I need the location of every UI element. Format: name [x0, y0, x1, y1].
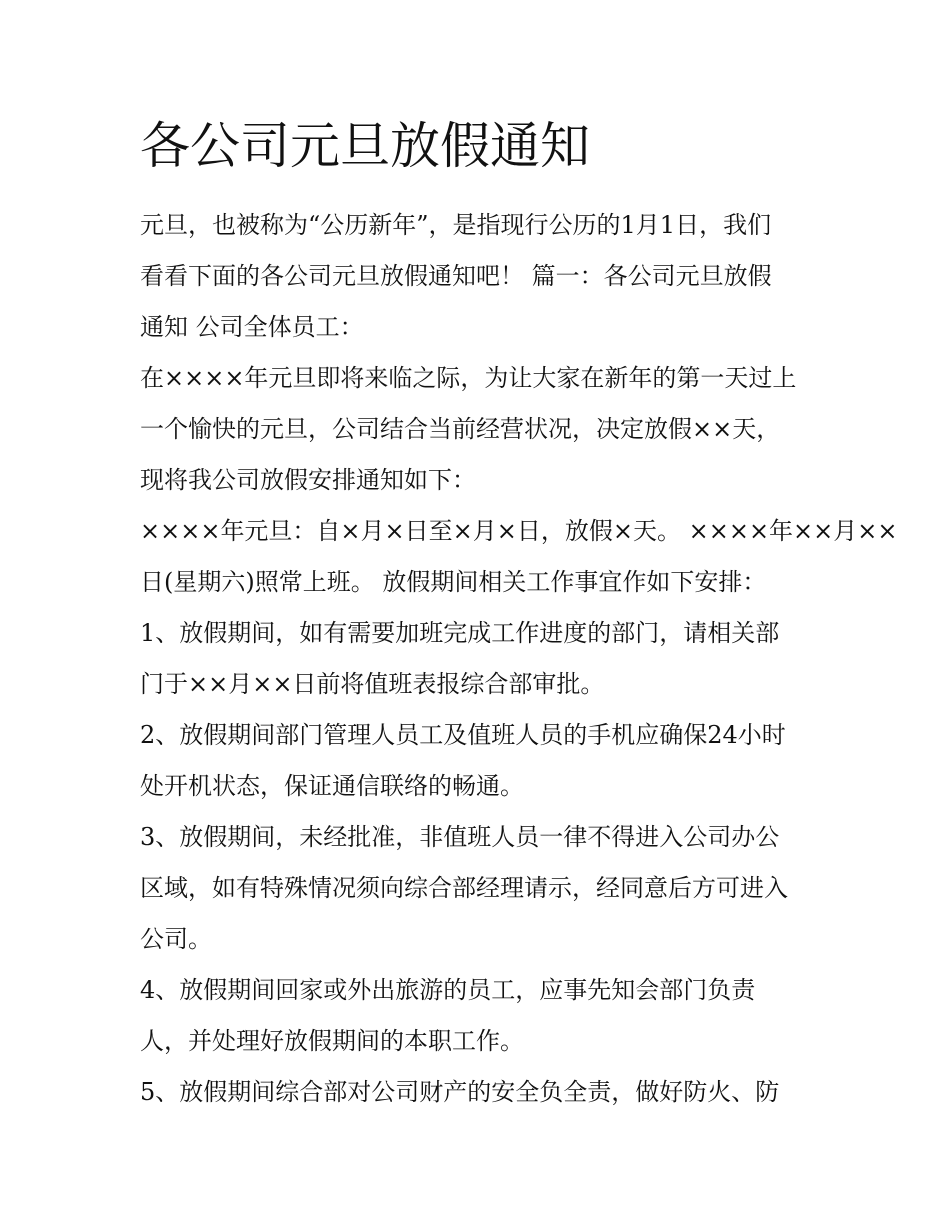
- document-body: [140, 200, 898, 1118]
- body-line-7: ××××年元旦：自×月×日至×月×日，放假×天。 ××××年××月××: [140, 517, 898, 545]
- body-line-9: 1、放假期间，如有需要加班完成工作进度的部门，请相关部: [140, 619, 780, 647]
- body-line-18: 5、放假期间综合部对公司财产的安全负全责，做好防火、防: [140, 1078, 780, 1106]
- body-line-3: 通知 公司全体员工：: [140, 313, 364, 341]
- body-line-10: 门于××月××日前将值班表报综合部审批。: [140, 670, 605, 698]
- body-line-12: 处开机状态，保证通信联络的畅通。: [140, 772, 524, 800]
- body-line-1: 元旦，也被称为“公历新年”，是指现行公历的1月1日，我们: [140, 211, 772, 239]
- body-line-11: 2、放假期间部门管理人员工及值班人员的手机应确保24小时: [140, 721, 786, 749]
- body-line-5: 一个愉快的元旦，公司结合当前经营状况，决定放假××天，: [140, 415, 781, 443]
- document-title: 各公司元旦放假通知: [140, 117, 590, 175]
- body-line-15: 公司。: [140, 925, 212, 953]
- body-line-6: 现将我公司放假安排通知如下：: [140, 466, 476, 494]
- body-line-17: 人，并处理好放假期间的本职工作。: [140, 1027, 524, 1055]
- body-line-4: 在××××年元旦即将来临之际，为让大家在新年的第一天过上: [140, 364, 797, 392]
- body-line-8: 日(星期六)照常上班。 放假期间相关工作事宜作如下安排：: [140, 568, 767, 596]
- body-line-14: 区域，如有特殊情况须向综合部经理请示，经同意后方可进入: [140, 874, 788, 902]
- body-line-13: 3、放假期间，未经批准，非值班人员一律不得进入公司办公: [140, 823, 780, 851]
- body-line-2: 看看下面的各公司元旦放假通知吧！ 篇一：各公司元旦放假: [140, 262, 772, 290]
- body-line-16: 4、放假期间回家或外出旅游的员工，应事先知会部门负责: [140, 976, 756, 1004]
